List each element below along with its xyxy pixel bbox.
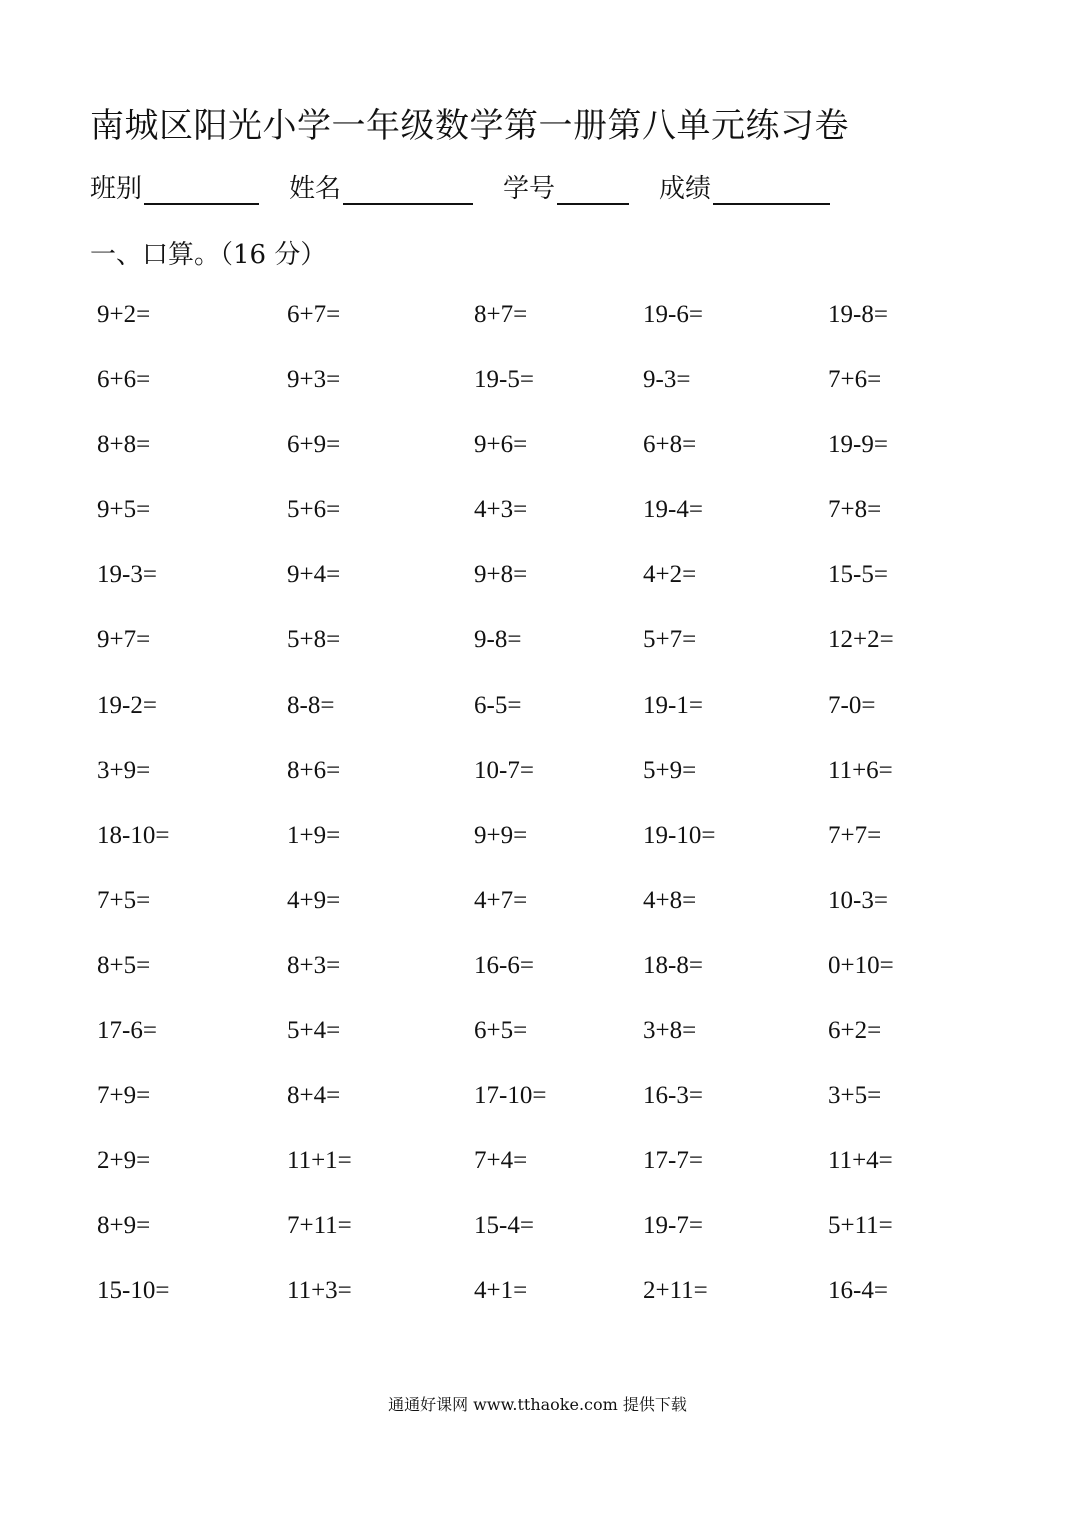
arithmetic-problem: 18-10= <box>97 821 170 849</box>
student-number-label: 学号 <box>503 174 556 204</box>
arithmetic-problem: 17-6= <box>97 1017 157 1045</box>
arithmetic-problem: 9+7= <box>97 626 151 654</box>
problem-row <box>97 822 948 887</box>
arithmetic-problem: 9+5= <box>97 496 151 524</box>
arithmetic-problem: 7+8= <box>828 496 882 524</box>
arithmetic-problem: 18-8= <box>643 951 703 979</box>
arithmetic-problem: 2+9= <box>97 1147 151 1175</box>
arithmetic-problem: 9+4= <box>287 561 341 589</box>
arithmetic-problem: 4+3= <box>474 496 528 524</box>
problem-row <box>97 496 948 561</box>
arithmetic-problem: 19-3= <box>97 561 157 589</box>
arithmetic-problem: 7+4= <box>474 1147 528 1175</box>
arithmetic-problem: 9+6= <box>474 431 528 459</box>
arithmetic-problem: 0+10= <box>828 951 894 979</box>
arithmetic-problem: 16-4= <box>828 1277 888 1305</box>
arithmetic-problem: 8+3= <box>287 951 341 979</box>
name-blank[interactable] <box>343 173 473 205</box>
arithmetic-problem: 1+9= <box>287 821 341 849</box>
problem-row <box>97 626 948 691</box>
problem-row <box>97 301 948 366</box>
score-field <box>659 168 830 205</box>
arithmetic-problem: 10-3= <box>828 886 888 914</box>
arithmetic-problem: 11+1= <box>287 1147 352 1175</box>
problem-row <box>97 1082 948 1147</box>
arithmetic-problem: 8+7= <box>474 301 528 328</box>
arithmetic-problem: 4+2= <box>643 561 697 589</box>
arithmetic-problem: 6+9= <box>287 431 341 459</box>
problem-row <box>97 757 948 822</box>
class-field <box>90 168 259 205</box>
problem-row <box>97 887 948 952</box>
score-label: 成绩 <box>659 174 712 204</box>
student-number-blank[interactable] <box>557 173 629 205</box>
arithmetic-problem: 6-5= <box>474 691 522 719</box>
arithmetic-problem: 6+5= <box>474 1017 528 1045</box>
arithmetic-problem: 15-5= <box>828 561 888 589</box>
arithmetic-problem: 17-10= <box>474 1082 547 1110</box>
arithmetic-problem: 9+2= <box>97 301 151 328</box>
student-number-field <box>503 168 629 205</box>
arithmetic-problem: 7+7= <box>828 821 882 849</box>
arithmetic-problem: 7-0= <box>828 691 876 719</box>
arithmetic-problem: 7+11= <box>287 1212 352 1240</box>
arithmetic-problem: 9-8= <box>474 626 522 654</box>
footer-credit: 通通好课网 www.tthaoke.com 提供下载 <box>388 1395 687 1414</box>
problem-row <box>97 952 948 1017</box>
arithmetic-problem: 5+11= <box>828 1212 893 1240</box>
arithmetic-problem: 6+6= <box>97 366 151 394</box>
problem-row <box>97 1277 948 1342</box>
class-blank[interactable] <box>144 173 259 205</box>
arithmetic-problem: 4+9= <box>287 886 341 914</box>
arithmetic-problem: 7+5= <box>97 886 151 914</box>
arithmetic-problem: 3+8= <box>643 1017 697 1045</box>
arithmetic-problem: 19-8= <box>828 301 888 328</box>
arithmetic-problem: 2+11= <box>643 1277 708 1305</box>
arithmetic-problem: 8+9= <box>97 1212 151 1240</box>
arithmetic-problem: 5+6= <box>287 496 341 524</box>
worksheet-title: 南城区阳光小学一年级数学第一册第八单元练习卷 <box>90 106 849 146</box>
arithmetic-problem: 9+8= <box>474 561 528 589</box>
problem-row <box>97 692 948 757</box>
arithmetic-problem: 4+1= <box>474 1277 528 1305</box>
arithmetic-problem: 9+9= <box>474 821 528 849</box>
score-blank[interactable] <box>713 173 830 205</box>
problem-row <box>97 1212 948 1277</box>
problem-row <box>97 1147 948 1212</box>
name-label: 姓名 <box>289 174 342 204</box>
arithmetic-problem: 19-10= <box>643 821 716 849</box>
arithmetic-problem: 5+9= <box>643 756 697 784</box>
arithmetic-problem: 17-7= <box>643 1147 703 1175</box>
arithmetic-problem: 19-2= <box>97 691 157 719</box>
arithmetic-problem: 8-8= <box>287 691 335 719</box>
arithmetic-problem: 19-6= <box>643 301 703 328</box>
arithmetic-problem: 9+3= <box>287 366 341 394</box>
student-info-row <box>90 168 830 205</box>
arithmetic-problem: 6+8= <box>643 431 697 459</box>
arithmetic-problem: 8+5= <box>97 951 151 979</box>
arithmetic-problem: 16-3= <box>643 1082 703 1110</box>
arithmetic-problem: 16-6= <box>474 951 534 979</box>
arithmetic-problem: 5+7= <box>643 626 697 654</box>
problem-row <box>97 366 948 431</box>
arithmetic-problem: 10-7= <box>474 756 534 784</box>
problem-row <box>97 1017 948 1082</box>
problem-row <box>97 431 948 496</box>
arithmetic-problem: 11+3= <box>287 1277 352 1305</box>
arithmetic-problem: 19-9= <box>828 431 888 459</box>
name-field <box>289 168 473 205</box>
arithmetic-problem: 5+4= <box>287 1017 341 1045</box>
section-heading: 一、口算。（16 分） <box>90 240 327 270</box>
class-label: 班别 <box>90 174 143 204</box>
arithmetic-problem: 8+6= <box>287 756 341 784</box>
arithmetic-problem: 4+8= <box>643 886 697 914</box>
arithmetic-problem: 7+6= <box>828 366 882 394</box>
arithmetic-problem: 6+7= <box>287 301 341 328</box>
arithmetic-problem: 6+2= <box>828 1017 882 1045</box>
arithmetic-problem: 11+4= <box>828 1147 893 1175</box>
arithmetic-problem: 15-4= <box>474 1212 534 1240</box>
arithmetic-problem: 3+5= <box>828 1082 882 1110</box>
arithmetic-problem: 8+4= <box>287 1082 341 1110</box>
arithmetic-problem: 12+2= <box>828 626 894 654</box>
problem-grid <box>97 301 948 1343</box>
arithmetic-problem: 19-1= <box>643 691 703 719</box>
arithmetic-problem: 4+7= <box>474 886 528 914</box>
arithmetic-problem: 5+8= <box>287 626 341 654</box>
arithmetic-problem: 3+9= <box>97 756 151 784</box>
arithmetic-problem: 7+9= <box>97 1082 151 1110</box>
arithmetic-problem: 19-4= <box>643 496 703 524</box>
arithmetic-problem: 19-7= <box>643 1212 703 1240</box>
arithmetic-problem: 8+8= <box>97 431 151 459</box>
problem-row <box>97 561 948 626</box>
arithmetic-problem: 15-10= <box>97 1277 170 1305</box>
arithmetic-problem: 19-5= <box>474 366 534 394</box>
arithmetic-problem: 9-3= <box>643 366 691 394</box>
arithmetic-problem: 11+6= <box>828 756 893 784</box>
